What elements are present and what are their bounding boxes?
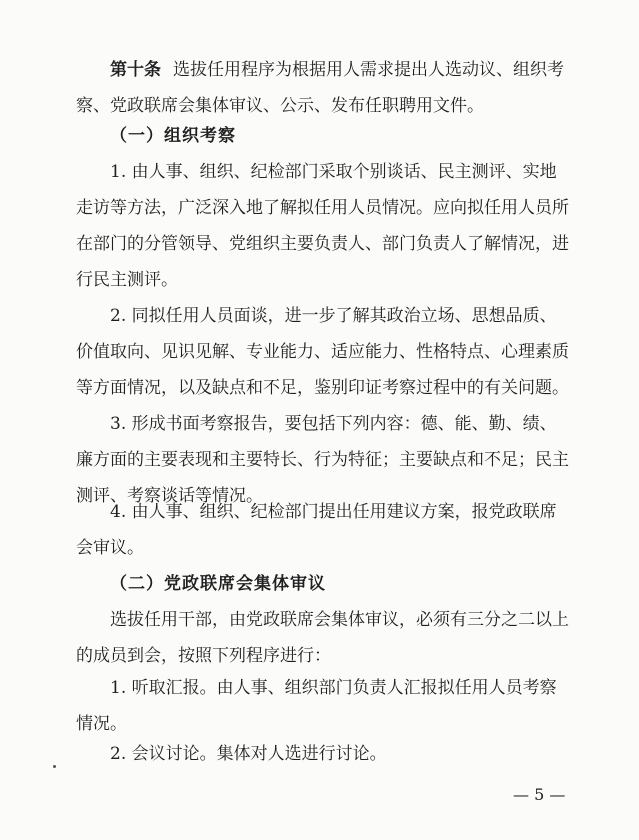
article-body: 选拔任用程序为根据用人需求提出人选动议、组织考察、党政联席会集体审议、公示、发布任职聘用文件。	[76, 60, 564, 116]
section-heading-2: （二）党政联席会集体审议	[110, 574, 326, 594]
section-2-item-1: 1. 听取汇报。由人事、组织部门负责人汇报拟任用人员考察情况。	[76, 678, 557, 734]
article-title: 第十条	[110, 60, 161, 80]
section-1-item-3: 3. 形成书面考察报告，要包括下列内容：德、能、勤、绩、廉方面的主要表现和主要特长、行为特征；主要缺点和不足；民主测评、考察谈话等情况。	[76, 414, 569, 506]
section-2-intro: 选拔任用干部，由党政联席会集体审议，必须有三分之二以上的成员到会，按照下列程序进行：	[76, 610, 569, 666]
scan-speck	[53, 765, 56, 768]
section-2-item-2: 2. 会议讨论。集体对人选进行讨论。	[110, 744, 387, 764]
section-1-item-4: 4. 由人事、组织、纪检部门提出任用建议方案，报党政联席会审议。	[76, 502, 557, 558]
article-paragraph	[76, 52, 572, 124]
section-1-item-1: 1. 由人事、组织、纪检部门采取个别谈话、民主测评、实地走访等方法，广泛深入地了解拟任用人员情况。应向拟任用人员所在部门的分管领导、党组织主要负责人、部门负责人了解情况，进行民主测评。	[76, 162, 569, 290]
page-number: — 5 —	[513, 785, 566, 804]
section-heading-1: （一）组织考察	[110, 126, 236, 146]
section-1-item-2: 2. 同拟任用人员面谈，进一步了解其政治立场、思想品质、价值取向、见识见解、专业能力、适应能力、性格特点、心理素质等方面情况，以及缺点和不足，鉴别印证考察过程中的有关问题。	[76, 306, 569, 398]
